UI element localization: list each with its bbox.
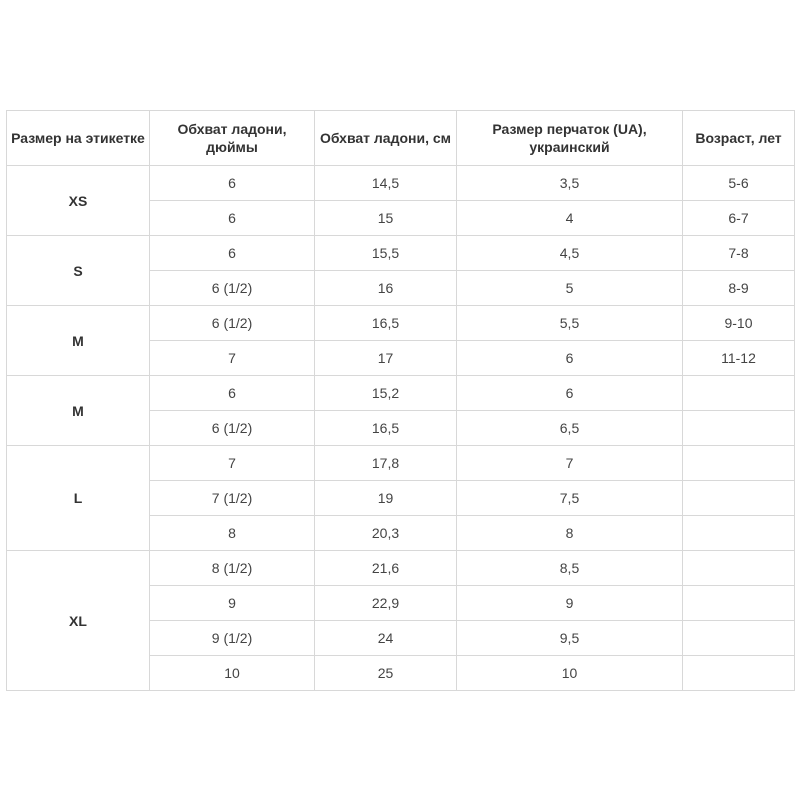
- palm-inches-cell: 10: [150, 656, 315, 691]
- table-header-row: [7, 111, 795, 166]
- table-row: [7, 551, 795, 586]
- palm-inches-cell: 9 (1/2): [150, 621, 315, 656]
- size-label-cell: M: [7, 376, 150, 446]
- size-label-cell: M: [7, 306, 150, 376]
- age-cell: 5-6: [683, 166, 795, 201]
- glove-size-table: [6, 110, 795, 691]
- palm-cm-cell: 20,3: [315, 516, 457, 551]
- palm-inches-cell: 6 (1/2): [150, 411, 315, 446]
- age-cell: [683, 411, 795, 446]
- palm-cm-cell: 24: [315, 621, 457, 656]
- palm-cm-cell: 16,5: [315, 306, 457, 341]
- header-palm-cm: Обхват ладони, см: [315, 111, 457, 166]
- palm-inches-cell: 7 (1/2): [150, 481, 315, 516]
- size-label-cell: L: [7, 446, 150, 551]
- table-row: [7, 166, 795, 201]
- age-cell: [683, 656, 795, 691]
- palm-cm-cell: 16,5: [315, 411, 457, 446]
- header-age: Возраст, лет: [683, 111, 795, 166]
- age-cell: [683, 481, 795, 516]
- ua-size-cell: 5: [457, 271, 683, 306]
- age-cell: [683, 446, 795, 481]
- ua-size-cell: 7: [457, 446, 683, 481]
- ua-size-cell: 3,5: [457, 166, 683, 201]
- palm-inches-cell: 9: [150, 586, 315, 621]
- palm-inches-cell: 6 (1/2): [150, 306, 315, 341]
- palm-cm-cell: 17: [315, 341, 457, 376]
- ua-size-cell: 6: [457, 376, 683, 411]
- palm-inches-cell: 8: [150, 516, 315, 551]
- ua-size-cell: 6,5: [457, 411, 683, 446]
- table-body: [7, 166, 795, 691]
- size-label-cell: XS: [7, 166, 150, 236]
- header-palm-inches: Обхват ладони, дюймы: [150, 111, 315, 166]
- ua-size-cell: 5,5: [457, 306, 683, 341]
- palm-inches-cell: 6: [150, 236, 315, 271]
- age-cell: [683, 376, 795, 411]
- age-cell: 11-12: [683, 341, 795, 376]
- header-label-size: Размер на этикетке: [7, 111, 150, 166]
- size-label-cell: S: [7, 236, 150, 306]
- header-ua-size: Размер перчаток (UA), украинский: [457, 111, 683, 166]
- table-row: [7, 376, 795, 411]
- ua-size-cell: 9,5: [457, 621, 683, 656]
- palm-inches-cell: 7: [150, 446, 315, 481]
- palm-inches-cell: 6 (1/2): [150, 271, 315, 306]
- table-row: [7, 236, 795, 271]
- palm-cm-cell: 15,2: [315, 376, 457, 411]
- palm-inches-cell: 8 (1/2): [150, 551, 315, 586]
- palm-cm-cell: 16: [315, 271, 457, 306]
- ua-size-cell: 10: [457, 656, 683, 691]
- ua-size-cell: 4: [457, 201, 683, 236]
- age-cell: [683, 551, 795, 586]
- age-cell: [683, 586, 795, 621]
- palm-cm-cell: 14,5: [315, 166, 457, 201]
- ua-size-cell: 8: [457, 516, 683, 551]
- ua-size-cell: 8,5: [457, 551, 683, 586]
- palm-cm-cell: 15: [315, 201, 457, 236]
- ua-size-cell: 6: [457, 341, 683, 376]
- ua-size-cell: 7,5: [457, 481, 683, 516]
- palm-inches-cell: 7: [150, 341, 315, 376]
- palm-inches-cell: 6: [150, 376, 315, 411]
- palm-cm-cell: 22,9: [315, 586, 457, 621]
- palm-cm-cell: 15,5: [315, 236, 457, 271]
- age-cell: 7-8: [683, 236, 795, 271]
- palm-inches-cell: 6: [150, 166, 315, 201]
- ua-size-cell: 9: [457, 586, 683, 621]
- age-cell: [683, 621, 795, 656]
- palm-cm-cell: 25: [315, 656, 457, 691]
- palm-cm-cell: 17,8: [315, 446, 457, 481]
- size-label-cell: XL: [7, 551, 150, 691]
- table-row: [7, 306, 795, 341]
- age-cell: 9-10: [683, 306, 795, 341]
- age-cell: 8-9: [683, 271, 795, 306]
- palm-cm-cell: 19: [315, 481, 457, 516]
- age-cell: [683, 516, 795, 551]
- age-cell: 6-7: [683, 201, 795, 236]
- ua-size-cell: 4,5: [457, 236, 683, 271]
- palm-inches-cell: 6: [150, 201, 315, 236]
- table-row: [7, 446, 795, 481]
- palm-cm-cell: 21,6: [315, 551, 457, 586]
